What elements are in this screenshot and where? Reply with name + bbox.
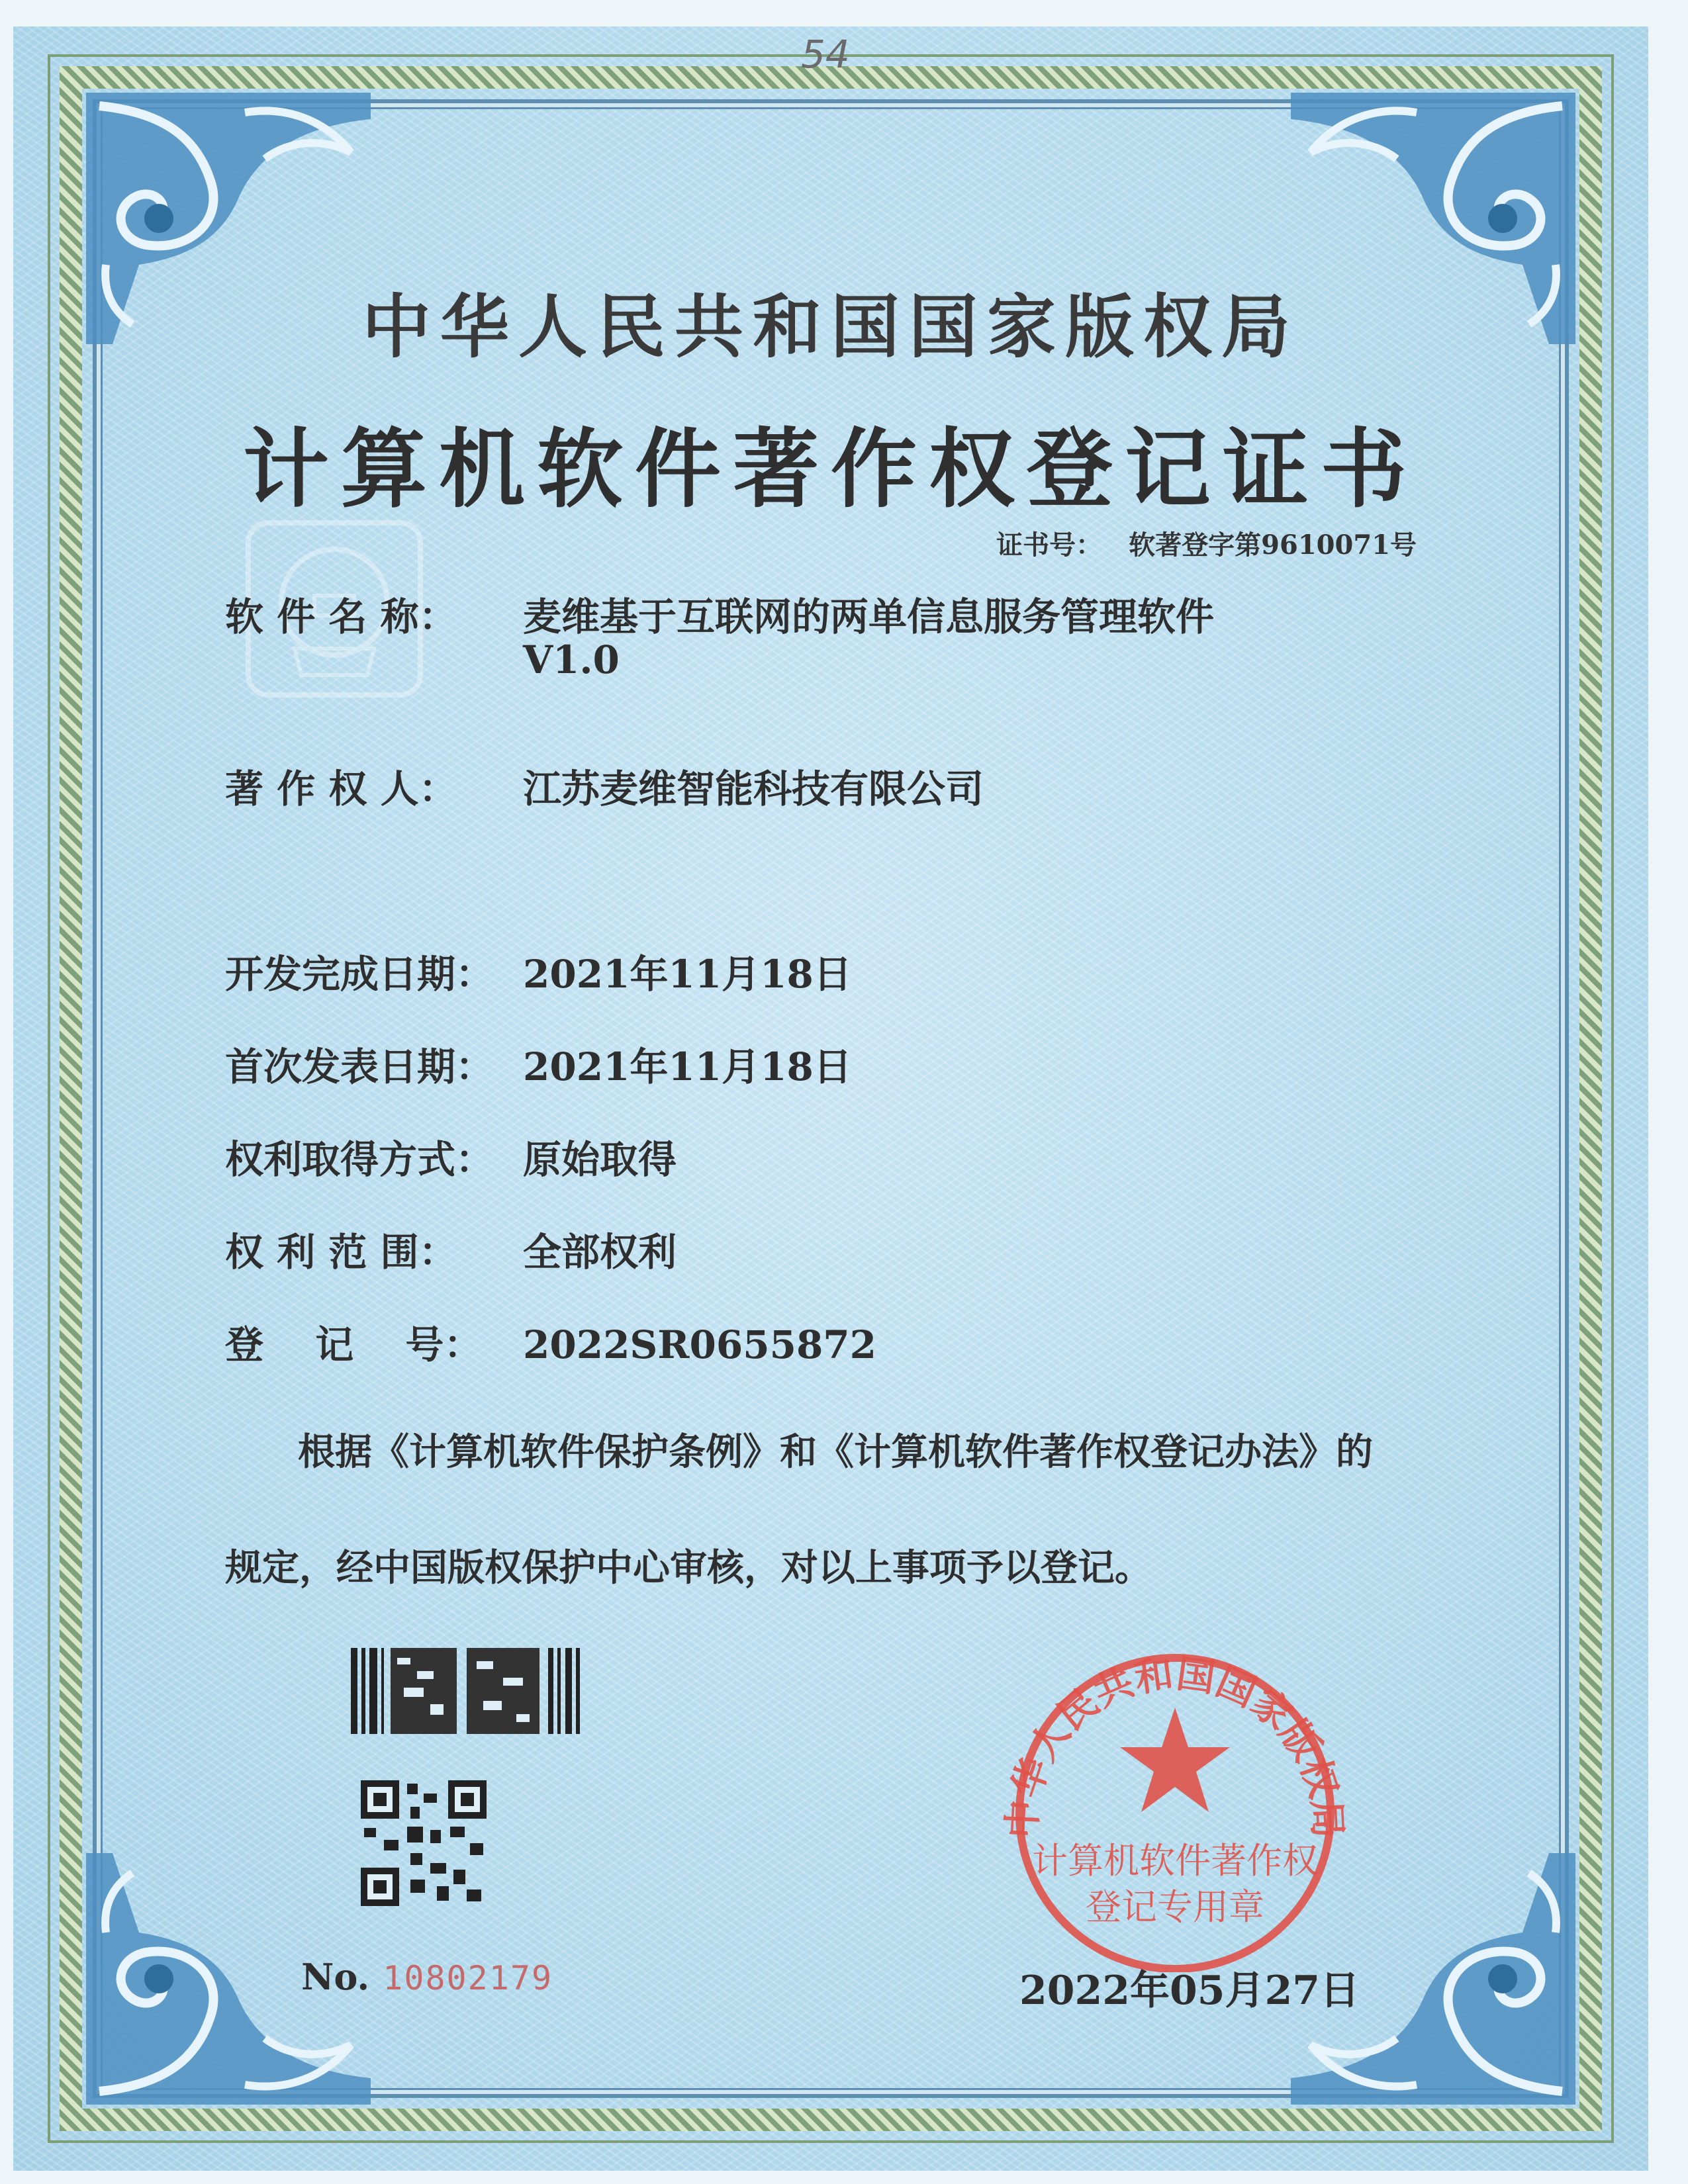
handwritten-note: 54 — [801, 32, 850, 77]
field-label: 软 件 名 称： — [225, 594, 457, 639]
field-value: 江苏麦维智能科技有限公司 — [523, 766, 984, 811]
field-completion-date — [225, 943, 852, 999]
certificate-number-value: 软著登字第9610071号 — [1129, 529, 1417, 561]
field-label: 首次发表日期： — [225, 1044, 494, 1089]
statement-line-2: 规定，经中国版权保护中心审核，对以上事项予以登记。 — [225, 1546, 1152, 1590]
field-value: 2022SR0655872 — [523, 1322, 877, 1367]
field-label: 登 记 号： — [225, 1322, 483, 1367]
field-label: 权利取得方式： — [225, 1137, 494, 1182]
issue-date: 2022年05月27日 — [1019, 1968, 1360, 2014]
official-seal — [990, 1628, 1360, 1972]
field-value: 2021年11月18日 — [523, 1044, 852, 1089]
seal-line-2: 登记专用章 — [1086, 1886, 1264, 1928]
qr-code — [361, 1780, 487, 1906]
field-value: 全部权利 — [523, 1230, 677, 1275]
field-label: 开发完成日期： — [225, 952, 494, 997]
statement-line-1: 根据《计算机软件保护条例》和《计算机软件著作权登记办法》的 — [298, 1430, 1373, 1474]
field-label: 著 作 权 人： — [225, 766, 457, 811]
field-registration-number — [225, 1314, 876, 1369]
seal-line-1: 计算机软件著作权 — [1032, 1840, 1318, 1882]
barcode — [351, 1648, 583, 1734]
field-copyright-owner — [225, 758, 984, 813]
field-value-line2: V1.0 — [523, 637, 620, 682]
field-publication-date — [225, 1036, 852, 1091]
seal-star-icon — [1120, 1707, 1230, 1812]
field-value: 麦维基于互联网的两单信息服务管理软件 — [523, 594, 1215, 639]
serial-value: 10802179 — [383, 1959, 553, 1997]
agency-name: 中华人民共和国国家版权局 — [361, 286, 1299, 367]
certificate-title: 计算机软件著作权登记证书 — [242, 418, 1419, 520]
seal-ring-text: 中华人民共和国国家版权局 — [999, 1651, 1351, 1840]
field-value: 2021年11月18日 — [523, 952, 852, 997]
serial-prefix: No. — [301, 1956, 370, 1998]
serial-number — [301, 1956, 553, 1998]
certificate-number-label: 证书号： — [996, 529, 1103, 561]
field-software-name — [225, 586, 1215, 682]
field-label: 权 利 范 围： — [225, 1230, 457, 1275]
field-value: 原始取得 — [523, 1137, 677, 1182]
field-acquisition-method — [225, 1128, 677, 1184]
certificate — [13, 26, 1648, 2171]
certificate-number — [996, 524, 1417, 562]
field-rights-scope — [225, 1221, 677, 1277]
